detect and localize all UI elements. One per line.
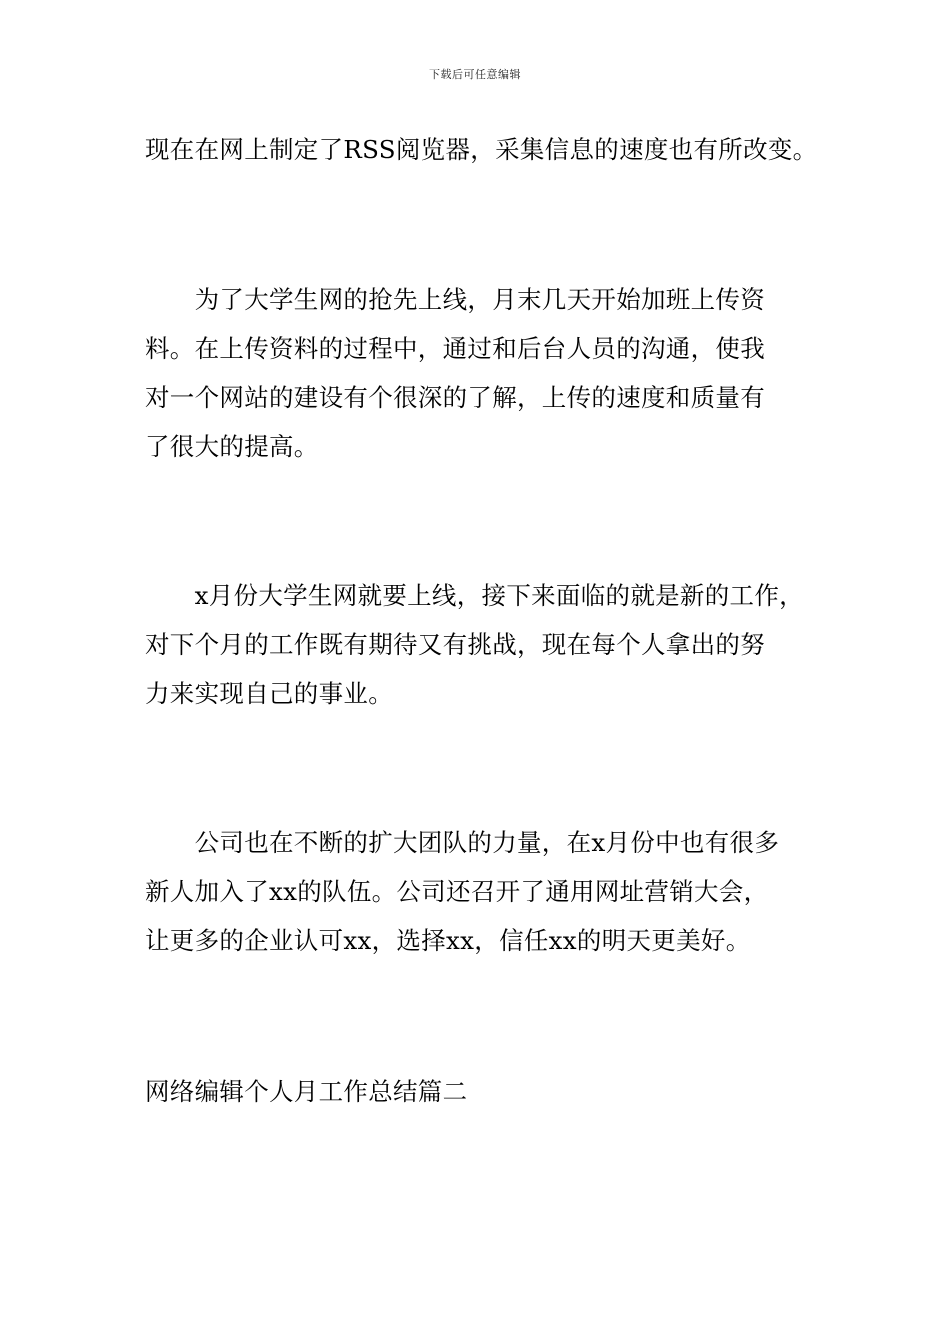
paragraph-4-line-3: 让更多的企业认可xx，选择xx，信任xx的明天更美好。 bbox=[145, 926, 751, 955]
paragraph-3-line-1: x月份大学生网就要上线，接下来面临的就是新的工作， bbox=[145, 581, 804, 610]
paragraph-2-line-4: 了很大的提高。 bbox=[145, 432, 319, 461]
paragraph-1-line-1: 现在在网上制定了RSS阅览器，采集信息的速度也有所改变。 bbox=[145, 135, 818, 164]
page-header: 下载后可任意编辑 bbox=[429, 68, 521, 81]
paragraph-2-line-1: 为了大学生网的抢先上线，月末几天开始加班上传资 bbox=[145, 285, 765, 314]
paragraph-2-line-2: 料。在上传资料的过程中，通过和后台人员的沟通，使我 bbox=[145, 334, 765, 363]
section-heading: 网络编辑个人月工作总结篇二 bbox=[145, 1077, 468, 1106]
paragraph-3-line-3: 力来实现自己的事业。 bbox=[145, 679, 393, 708]
paragraph-2-line-3: 对一个网站的建设有个很深的了解，上传的速度和质量有 bbox=[145, 383, 765, 412]
paragraph-4-line-1: 公司也在不断的扩大团队的力量，在x月份中也有很多 bbox=[145, 828, 780, 857]
paragraph-4-line-2: 新人加入了xx的队伍。公司还召开了通用网址营销大会， bbox=[145, 877, 769, 906]
paragraph-3-line-2: 对下个月的工作既有期待又有挑战，现在每个人拿出的努 bbox=[145, 630, 765, 659]
